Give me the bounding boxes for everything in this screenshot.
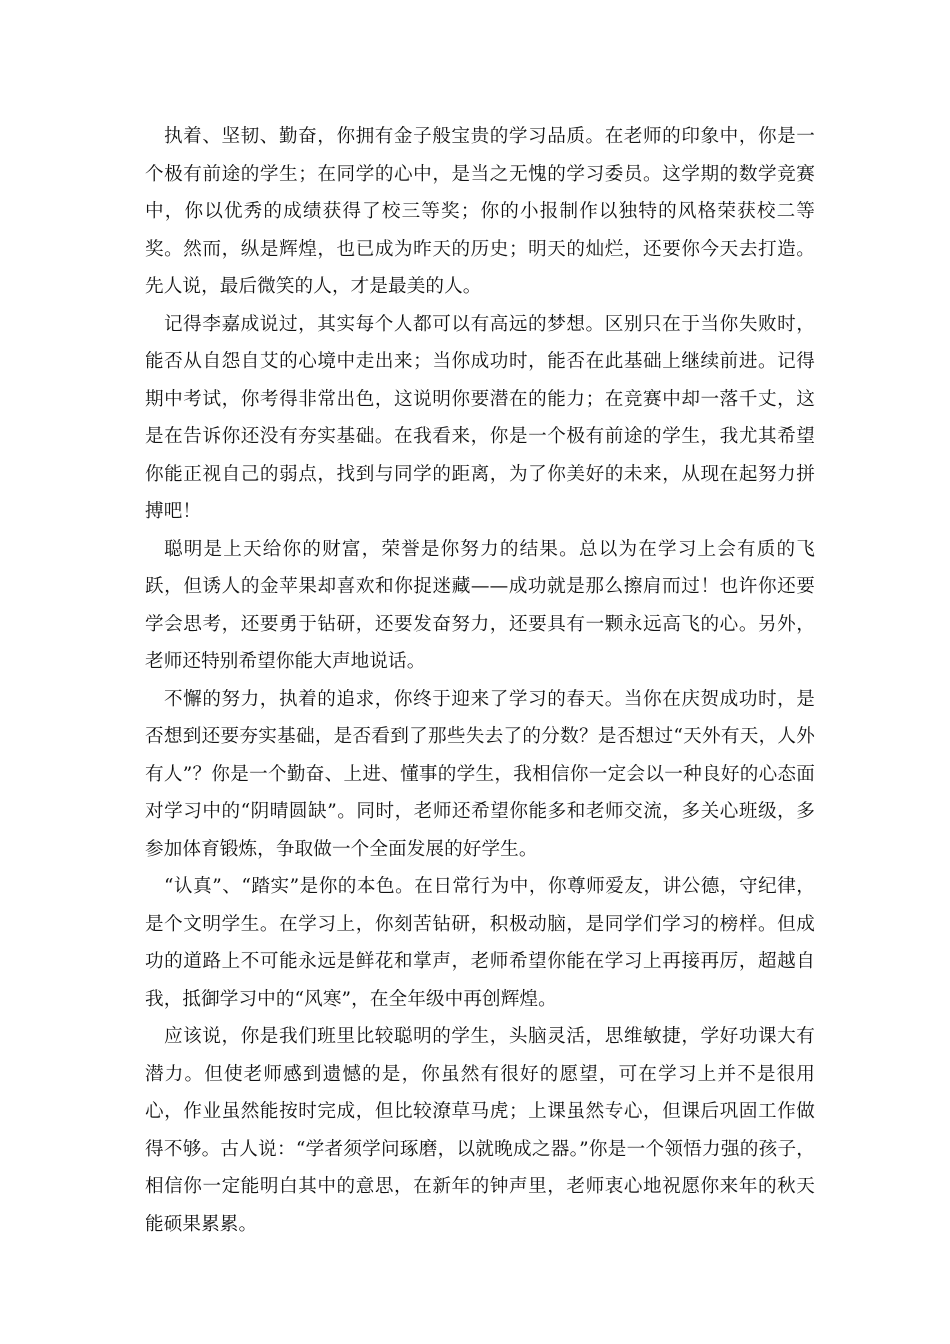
paragraph-1: 执着、坚韧、勤奋，你拥有金子般宝贵的学习品质。在老师的印象中，你是一个极有前途的学生；在同学的心中，是当之无愧的学习委员。这学期的数学竞赛中，你以优秀的成绩获得了校三等奖；你的小报制作以独特的风格荣获校二等奖。然而，纵是辉煌，也已成为昨天的历史；明天的灿烂，还要你今天去打造。先人说，最后微笑的人，才是最美的人。 xyxy=(145,126,815,297)
paragraph-6: 应该说，你是我们班里比较聪明的学生，头脑灵活，思维敏捷，学好功课大有潜力。但使老师感到遗憾的是，你虽然有很好的愿望，可在学习上并不是很用心，作业虽然能按时完成，但比较潦草马虎；上课虽然专心，但课后巩固工作做得不够。古人说：“学者须学问琢磨，以就晚成之器。”你是一个领悟力强的孩子，相信你一定能明白其中的意思，在新年的钟声里，老师衷心地祝愿你来年的秋天能硕果累累。 xyxy=(145,1026,815,1235)
paragraph-3: 聪明是上天给你的财富，荣誉是你努力的结果。总以为在学习上会有质的飞跃，但诱人的金苹果却喜欢和你捉迷藏——成功就是那么擦肩而过！也许你还要学会思考，还要勇于钻研，还要发奋努力，还要具有一颗永远高飞的心。另外，老师还特别希望你能大声地说话。 xyxy=(145,538,815,672)
paragraph-2: 记得李嘉成说过，其实每个人都可以有高远的梦想。区别只在于当你失败时，能否从自怨自艾的心境中走出来；当你成功时，能否在此基础上继续前进。记得期中考试，你考得非常出色，这说明你要潜在的能力；在竞赛中却一落千丈，这是在告诉你还没有夯实基础。在我看来，你是一个极有前途的学生，我尤其希望你能正视自己的弱点，找到与同学的距离，为了你美好的未来，从现在起努力拼搏吧！ xyxy=(145,313,815,522)
paragraph-5: “认真”、“踏实”是你的本色。在日常行为中，你尊师爱友，讲公德，守纪律，是个文明学生。在学习上，你刻苦钻研，积极动脑，是同学们学习的榜样。但成功的道路上不可能永远是鲜花和掌声，老师希望你能在学习上再接再厉，超越自我，抵御学习中的“风寒”，在全年级中再创辉煌。 xyxy=(145,876,815,1010)
document-body xyxy=(145,118,815,1243)
paragraph-4: 不懈的努力，执着的追求，你终于迎来了学习的春天。当你在庆贺成功时，是否想到还要夯实基础，是否看到了那些失去了的分数？是否想过“天外有天，人外有人”？你是一个勤奋、上进、懂事的学生，我相信你一定会以一种良好的心态面对学习中的“阴晴圆缺”。同时，老师还希望你能多和老师交流，多关心班级，多参加体育锻炼，争取做一个全面发展的好学生。 xyxy=(145,688,815,860)
